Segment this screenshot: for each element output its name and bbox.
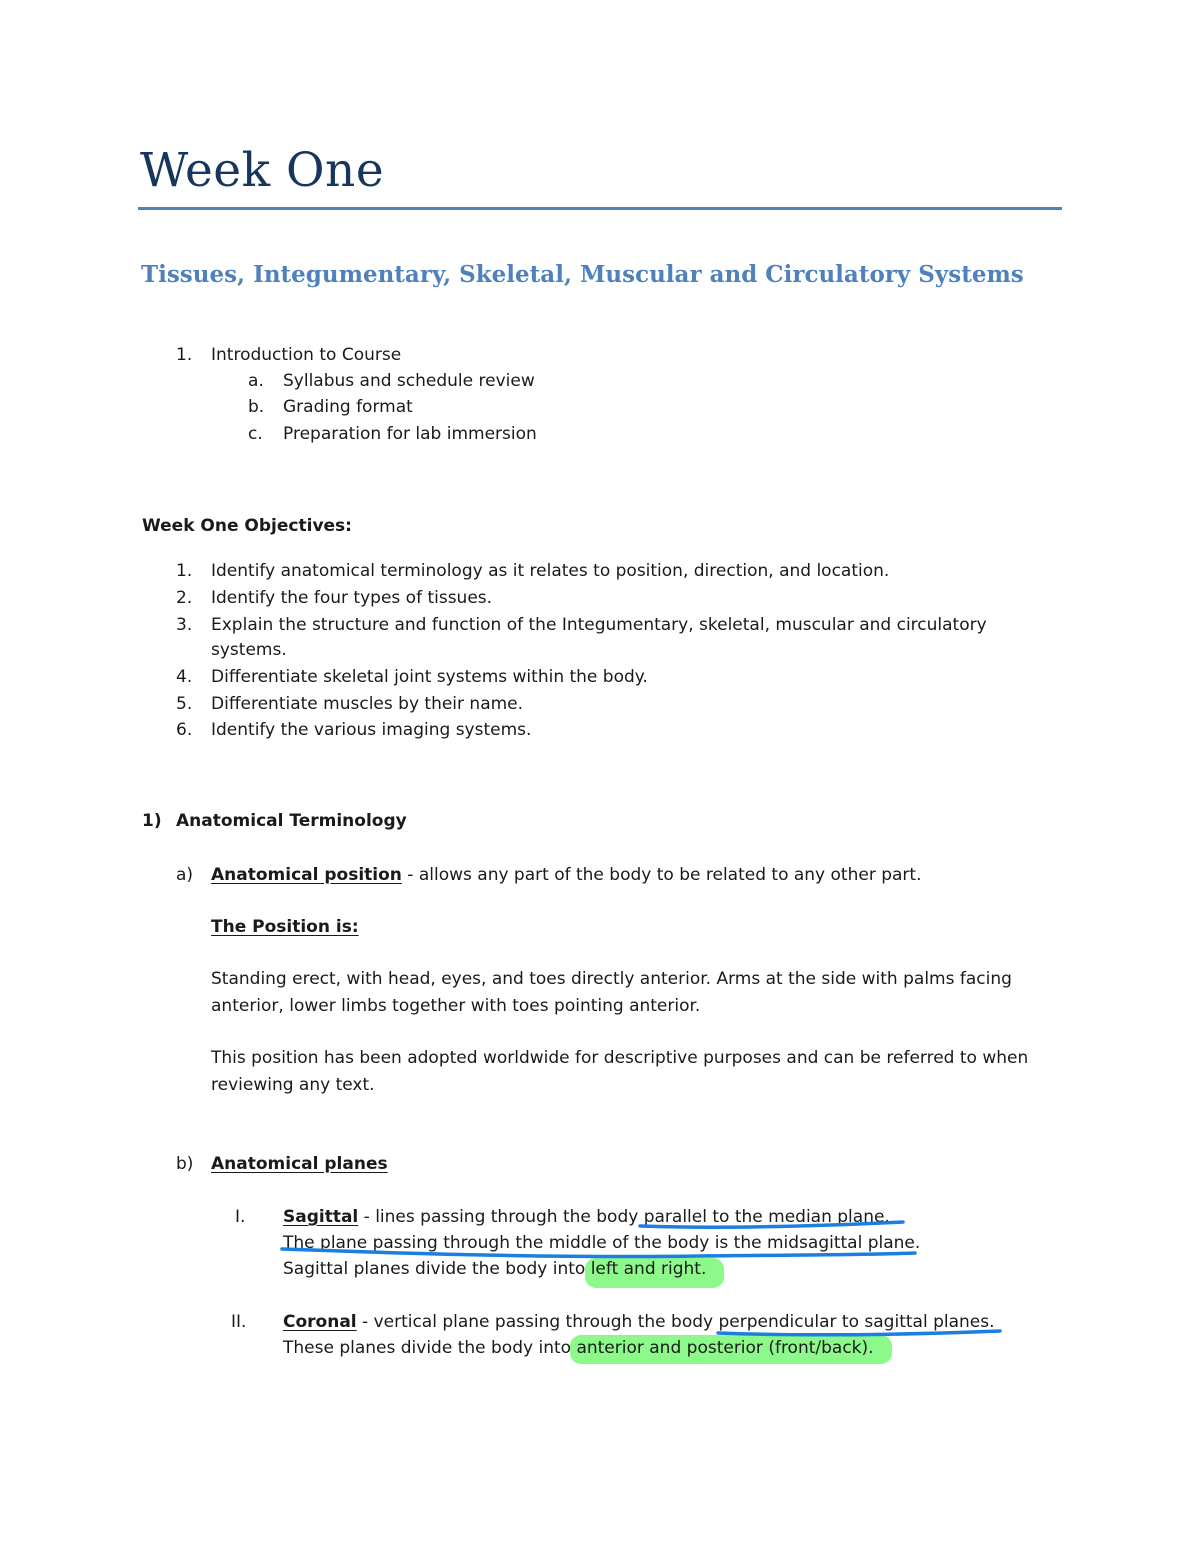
subsection-letter: a) bbox=[176, 865, 194, 885]
anatomical-planes-term: Anatomical planes bbox=[211, 1154, 388, 1174]
sagittal-divide-line bbox=[283, 1256, 706, 1282]
sagittal-divide-text: Sagittal planes divide the body into bbox=[283, 1259, 591, 1279]
roman-numeral: I. bbox=[235, 1207, 246, 1227]
adoption-paragraph-line: This position has been adopted worldwide for descriptive purposes and can be referred to when bbox=[211, 1048, 1029, 1068]
position-heading: The Position is: bbox=[211, 917, 359, 937]
objective-number: 3. bbox=[176, 615, 193, 635]
coronal-line bbox=[283, 1309, 995, 1335]
objective-item: Identify the four types of tissues. bbox=[211, 588, 493, 608]
section-heading: Anatomical Terminology bbox=[176, 811, 407, 831]
objective-item: Differentiate skeletal joint systems within the body. bbox=[211, 667, 648, 687]
title-divider bbox=[138, 207, 1062, 210]
objective-number: 2. bbox=[176, 588, 193, 608]
coronal-desc-marked: perpendicular to sagittal planes. bbox=[718, 1312, 995, 1332]
coronal-divide-highlighted: anterior and posterior (front/back). bbox=[576, 1338, 874, 1358]
intro-label: Introduction to Course bbox=[211, 345, 402, 365]
anatomical-position-desc: - allows any part of the body to be related to any other part. bbox=[401, 865, 922, 885]
intro-sub-item: Preparation for lab immersion bbox=[283, 424, 537, 444]
anatomical-position-line bbox=[211, 862, 922, 888]
objective-number: 5. bbox=[176, 694, 193, 714]
coronal-term: Coronal bbox=[283, 1312, 357, 1332]
sagittal-midsagittal-line: The plane passing through the middle of the body is the midsagittal plane. bbox=[283, 1233, 921, 1253]
intro-sub-letter: a. bbox=[248, 371, 264, 391]
sagittal-desc-marked: parallel to the median plane. bbox=[643, 1207, 890, 1227]
sagittal-term: Sagittal bbox=[283, 1207, 359, 1227]
objective-number: 6. bbox=[176, 720, 193, 740]
objectives-heading: Week One Objectives: bbox=[142, 516, 352, 536]
coronal-divide-line bbox=[283, 1335, 874, 1361]
sagittal-divide-highlighted: left and right. bbox=[590, 1259, 707, 1279]
intro-sub-letter: b. bbox=[248, 397, 265, 417]
page-subtitle: Tissues, Integumentary, Skeletal, Muscular and Circulatory Systems bbox=[141, 261, 1024, 288]
page-title: Week One bbox=[140, 143, 385, 198]
position-paragraph-line: Standing erect, with head, eyes, and toes directly anterior. Arms at the side with palms facing bbox=[211, 969, 1012, 989]
sagittal-line bbox=[283, 1204, 890, 1230]
objective-number: 1. bbox=[176, 561, 193, 581]
position-paragraph-line: anterior, lower limbs together with toes pointing anterior. bbox=[211, 996, 701, 1016]
objective-item-continuation: systems. bbox=[211, 640, 287, 660]
intro-sub-letter: c. bbox=[248, 424, 263, 444]
objective-item: Identify anatomical terminology as it relates to position, direction, and location. bbox=[211, 561, 890, 581]
intro-number: 1. bbox=[176, 345, 193, 365]
adoption-paragraph-line: reviewing any text. bbox=[211, 1075, 375, 1095]
intro-sub-item: Grading format bbox=[283, 397, 413, 417]
intro-sub-item: Syllabus and schedule review bbox=[283, 371, 535, 391]
roman-numeral: II. bbox=[231, 1312, 247, 1332]
objective-item: Explain the structure and function of the Integumentary, skeletal, muscular and circulatory bbox=[211, 615, 987, 635]
objective-item: Differentiate muscles by their name. bbox=[211, 694, 524, 714]
subsection-letter: b) bbox=[176, 1154, 194, 1174]
section-number: 1) bbox=[142, 811, 162, 831]
anatomical-position-term: Anatomical position bbox=[211, 865, 402, 885]
coronal-divide-text: These planes divide the body into bbox=[283, 1338, 577, 1358]
objective-number: 4. bbox=[176, 667, 193, 687]
objective-item: Identify the various imaging systems. bbox=[211, 720, 532, 740]
sagittal-desc: - lines passing through the body bbox=[358, 1207, 644, 1227]
coronal-desc: - vertical plane passing through the body bbox=[356, 1312, 719, 1332]
